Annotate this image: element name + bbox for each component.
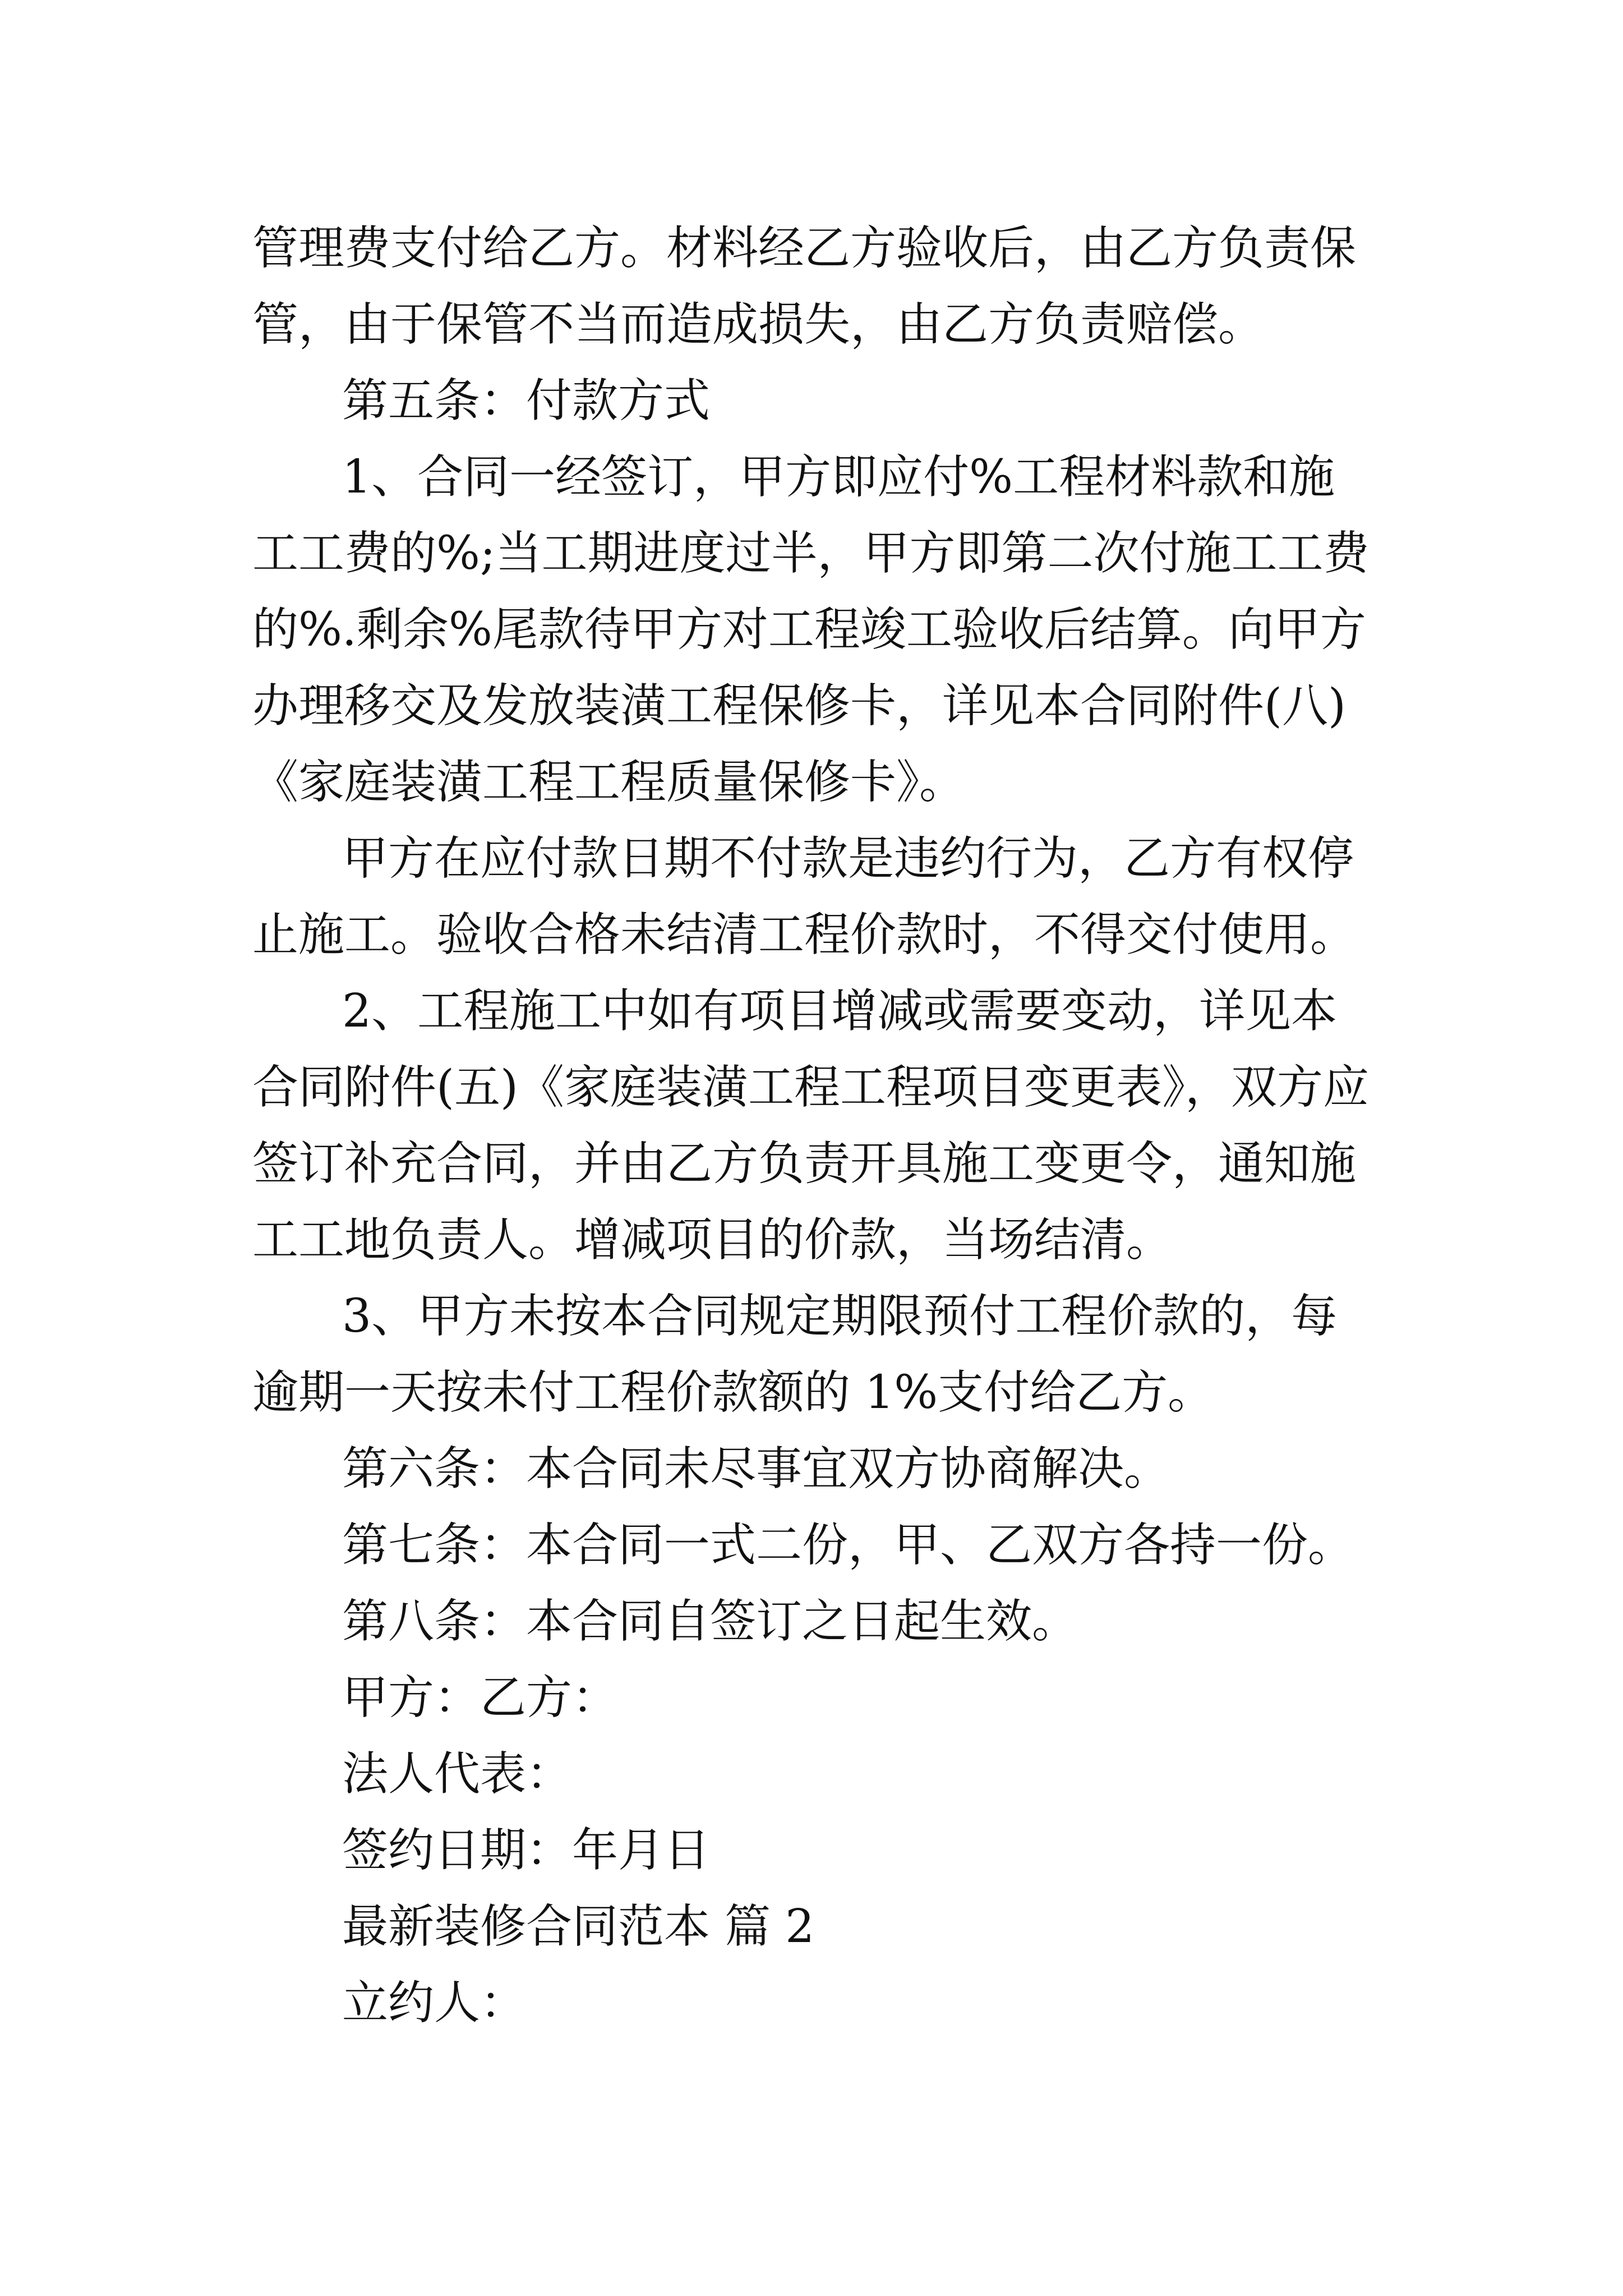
article-5-heading: 第五条：付款方式: [342, 374, 711, 427]
article-5-clause-2: 2、工程施工中如有项目增减或需要变动，详见本合同附件(五)《家庭装潢工程工程项目变更表》，双方应签订补充合同，并由乙方负责开具施工变更令，通知施工工地负责人。增减项目的价款，当场结清。: [252, 984, 1369, 1267]
article-8: 第八条：本合同自签订之日起生效。: [342, 1595, 1078, 1648]
party-signatures: 甲方：乙方：: [342, 1671, 619, 1724]
article-5-clause-3: 3、甲方未按本合同规定期限预付工程价款的，每逾期一天按未付工程价款额的 1%支付给乙方。: [252, 1290, 1338, 1419]
signing-date: 签约日期：年月日: [342, 1824, 711, 1877]
document-body: [252, 210, 1380, 2041]
article-7: 第七条：本合同一式二份，甲、乙双方各持一份。: [342, 1519, 1354, 1572]
article-5-default-note: 甲方在应付款日期不付款是违约行为，乙方有权停止施工。验收合格未结清工程价款时，不得交付使用。: [252, 832, 1357, 961]
contracting-party: 立约人：: [342, 1976, 527, 2030]
paragraph-continuation: 管理费支付给乙方。材料经乙方验收后，由乙方负责保管，由于保管不当而造成损失，由乙方负责赔偿。: [252, 222, 1357, 351]
article-5-clause-1: 1、合同一经签订，甲方即应付%工程材料款和施工工费的%;当工期进度过半，甲方即第二次付施工工费的%.剩余%尾款待甲方对工程竣工验收后结算。向甲方办理移交及发放装潢工程保修卡，详见本合同附件(八)《家庭装潢工程工程质量保修卡》。: [252, 450, 1370, 809]
section-title: 最新装修合同范本 篇 2: [342, 1900, 815, 1953]
legal-representative: 法人代表：: [342, 1747, 573, 1801]
article-6: 第六条：本合同未尽事宜双方协商解决。: [342, 1442, 1170, 1496]
